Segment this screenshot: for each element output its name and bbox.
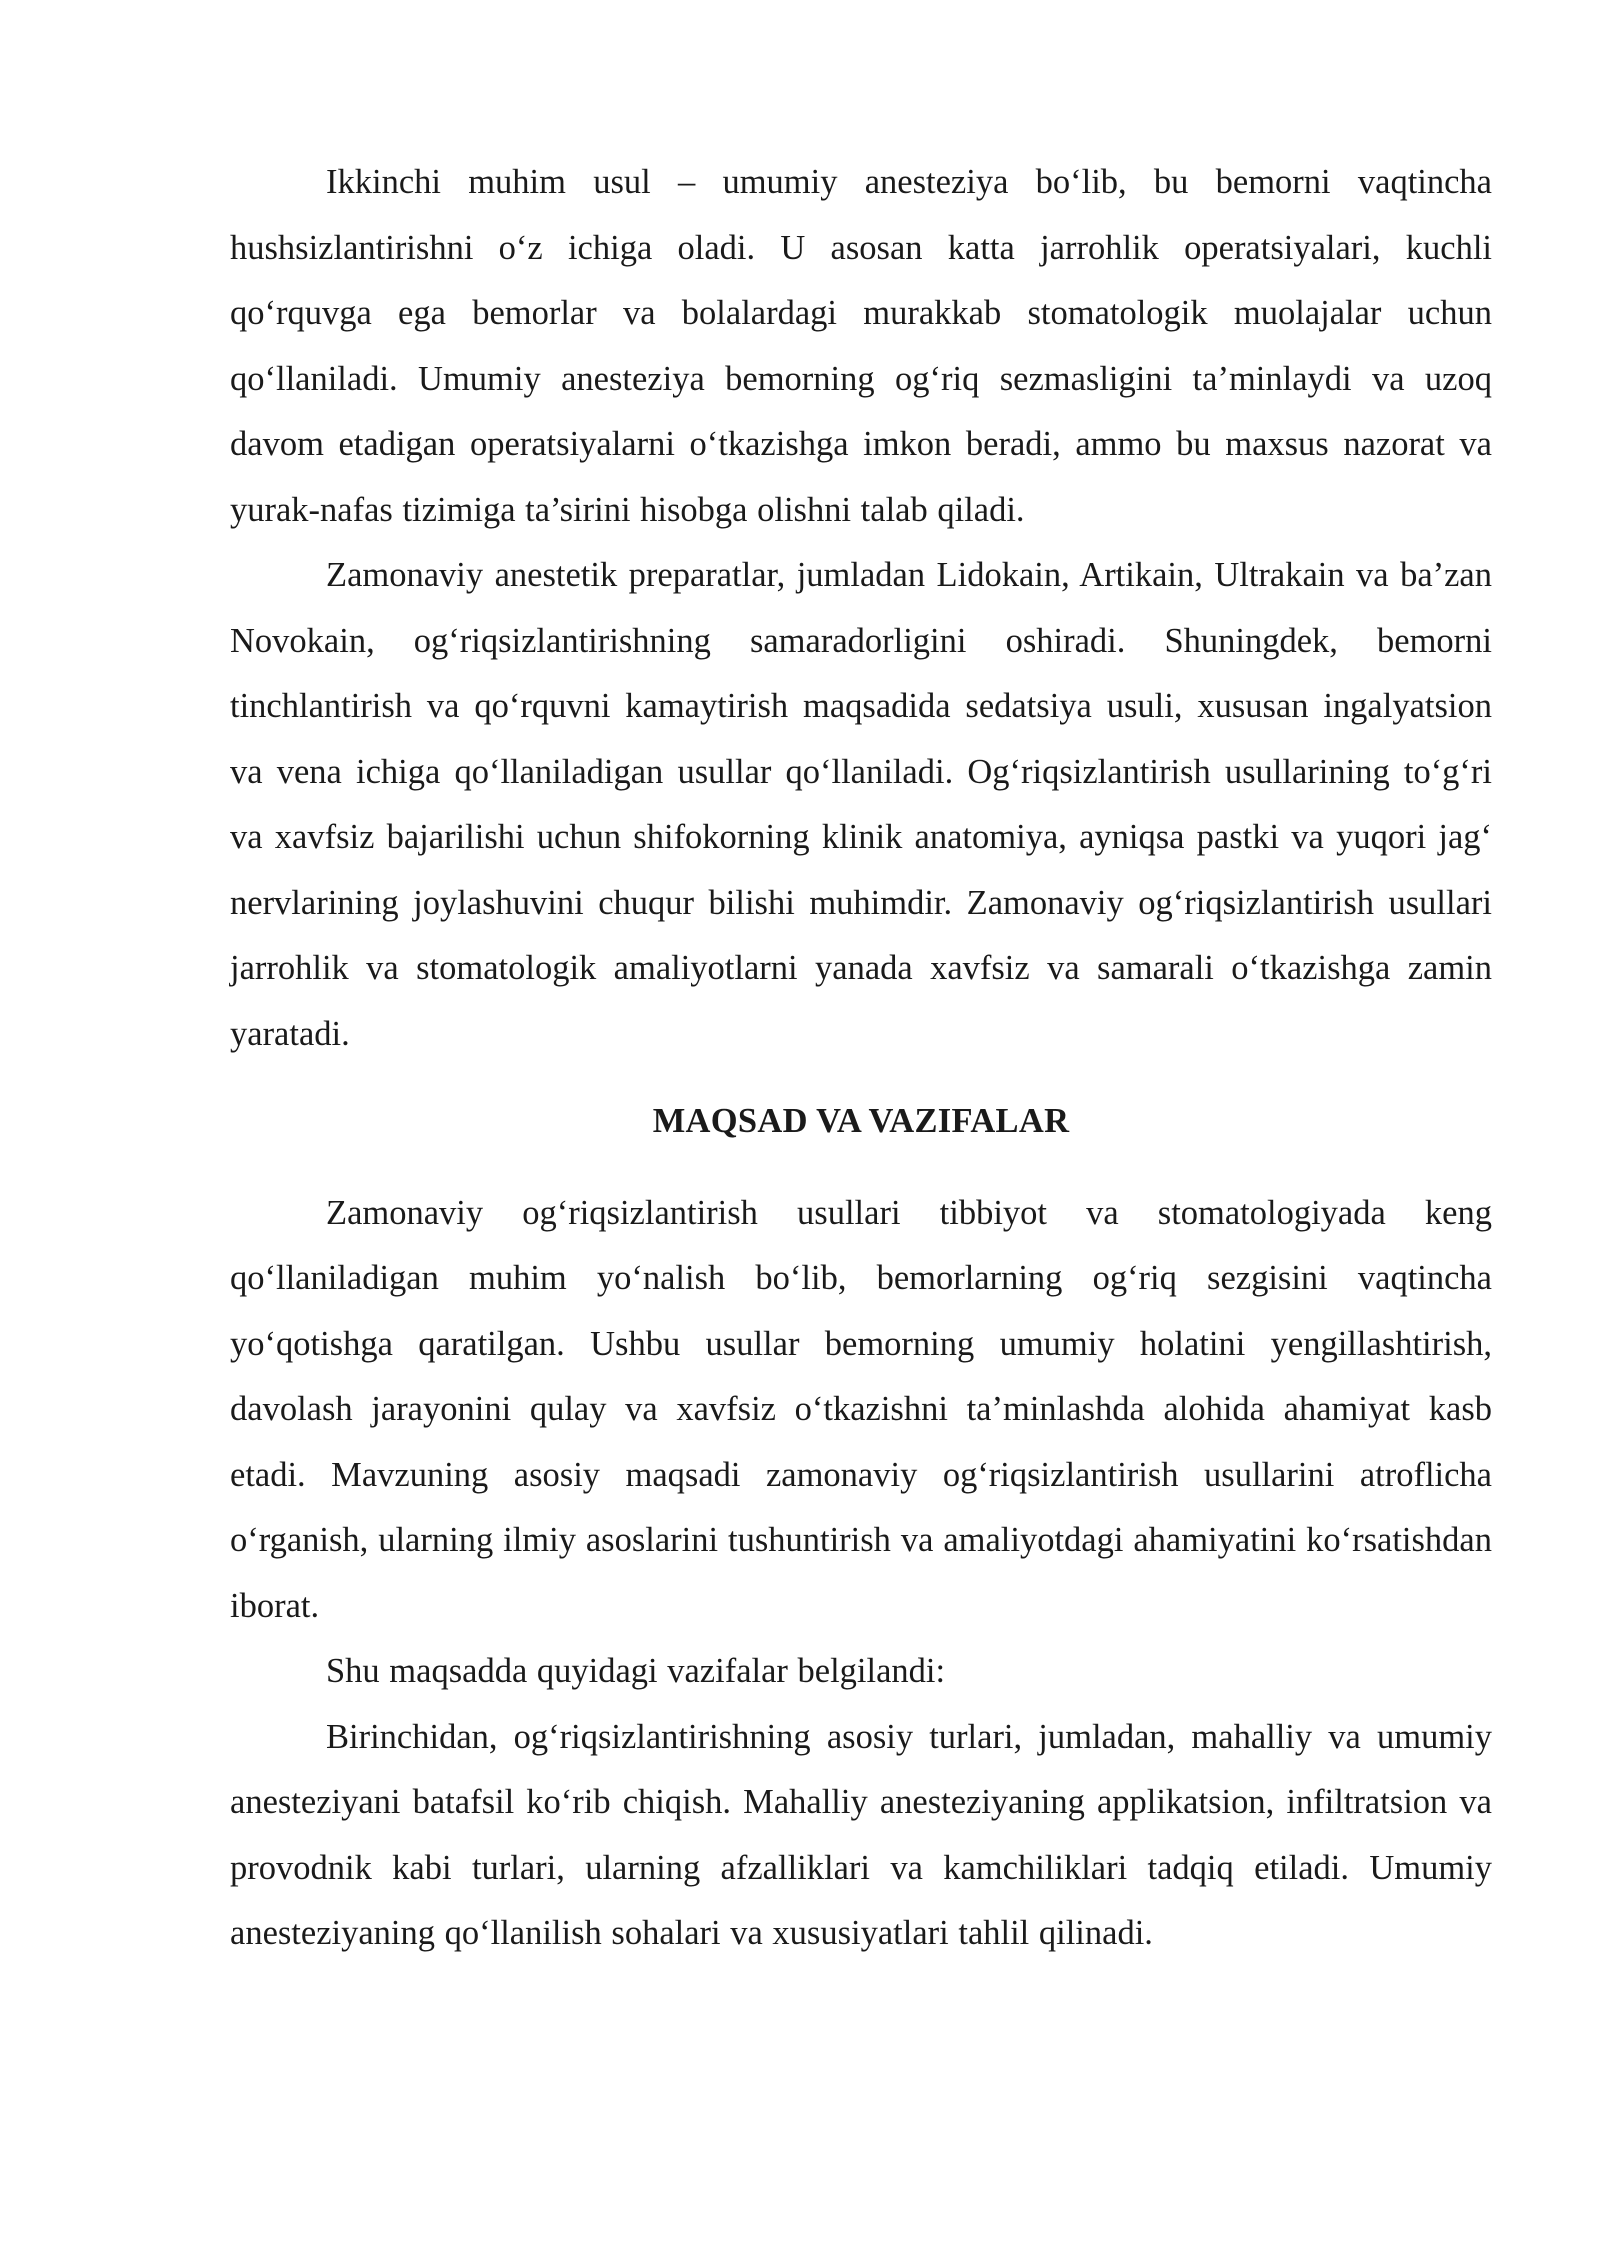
section-heading: MAQSAD VA VAZIFALAR — [652, 1102, 1070, 1140]
paragraph-anesthetic-preparations: Zamonaviy anestetik preparatlar, jumladan Lidokain, Artikain, Ultrakain va ba’zan Novokain, og‘riqsizlantirishning samaradorligini oshiradi. Shuningdek, bemorni tinchlantirish va qo‘rquvni kamaytirish maqsadida sedatsiya usuli, xususan ingalyatsion va vena ichiga qo‘llaniladigan usullar qo‘llaniladi. Og‘riqsizlantirish usullarining to‘g‘ri va xavfsiz bajarilishi uchun shifokorning klinik anatomiya, ayniqsa pastki va yuqori jag‘ nervlarining joylashuvini chuqur bilishi muhimdir. Zamonaviy og‘riqsizlantirish usullari jarrohlik va stomatologik amaliyotlarni yanada xavfsiz va samarali o‘tkazishga zamin yaratadi. — [230, 556, 1492, 1053]
document-page — [230, 150, 1492, 1967]
paragraph-tasks-intro: Shu maqsadda quyidagi vazifalar belgilandi: — [326, 1652, 946, 1690]
paragraph-general-anesthesia: Ikkinchi muhim usul – umumiy anesteziya bo‘lib, bu bemorni vaqtincha hushsizlantirishni o‘z ichiga oladi. U asosan katta jarrohlik operatsiyalari, kuchli qo‘rquvga ega bemorlar va bolalardagi murakkab stomatologik muolajalar uchun qo‘llaniladi. Umumiy anesteziya bemorning og‘riq sezmasligini ta’minlaydi va uzoq davom etadigan operatsiyalarni o‘tkazishga imkon beradi, ammo bu maxsus nazorat va yurak-nafas tizimiga ta’sirini hisobga olishni talab qiladi. — [230, 163, 1492, 529]
paragraph-first-task: Birinchidan, og‘riqsizlantirishning asosiy turlari, jumladan, mahalliy va umumiy anesteziyani batafsil ko‘rib chiqish. Mahalliy anesteziyaning applikatsion, infiltratsion va provodnik kabi turlari, ularning afzalliklari va kamchiliklari tadqiq etiladi. Umumiy anesteziyaning qo‘llanilish sohalari va xususiyatlari tahlil qilinadi. — [230, 1717, 1492, 1952]
paragraph-goal: Zamonaviy og‘riqsizlantirish usullari tibbiyot va stomatologiyada keng qo‘llaniladigan muhim yo‘nalish bo‘lib, bemorlarning og‘riq sezgisini vaqtincha yo‘qotishga qaratilgan. Ushbu usullar bemorning umumiy holatini yengillashtirish, davolash jarayonini qulay va xavfsiz o‘tkazishni ta’minlashda alohida ahamiyat kasb etadi. Mavzuning asosiy maqsadi zamonaviy og‘riqsizlantirish usullarini atroflicha o‘rganish, ularning ilmiy asoslarini tushuntirish va amaliyotdagi ahamiyatini ko‘rsatishdan iborat. — [230, 1193, 1492, 1625]
